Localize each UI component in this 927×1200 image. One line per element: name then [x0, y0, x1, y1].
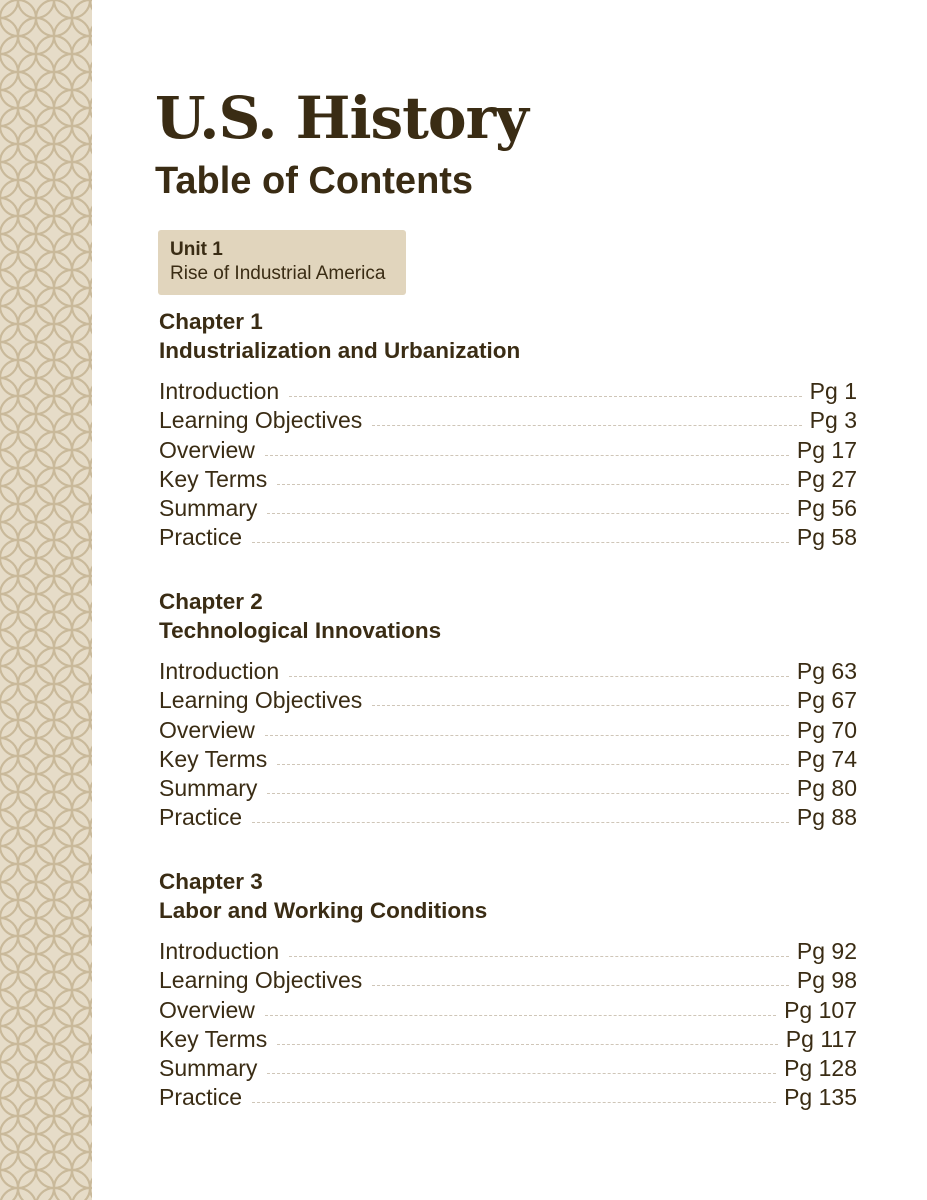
entry-label: Practice: [159, 1084, 243, 1111]
dot-leader: [277, 484, 789, 485]
entry-label: Learning Objectives: [159, 687, 363, 714]
toc-entry-learning-objectives[interactable]: [159, 686, 857, 715]
unit-label: Unit 1: [170, 239, 223, 260]
entry-label: Key Terms: [159, 465, 268, 492]
chapter-title: Technological Innovations: [159, 618, 442, 643]
chapter-section-1: [159, 307, 857, 552]
dot-leader: [267, 793, 788, 794]
entry-page: Pg 98: [796, 967, 857, 994]
dot-leader: [252, 1102, 776, 1103]
toc-entry-key-terms[interactable]: [159, 1025, 857, 1054]
entry-page: Pg 80: [796, 774, 857, 801]
entry-page: Pg 92: [796, 938, 857, 965]
entry-page: Pg 107: [784, 996, 857, 1023]
entry-page: Pg 135: [784, 1084, 857, 1111]
dot-leader: [277, 764, 789, 765]
page-title: U.S. History: [155, 84, 528, 152]
entry-page: Pg 1: [809, 378, 857, 405]
entry-page: Pg 56: [796, 494, 857, 521]
toc-entry-overview[interactable]: [159, 715, 857, 744]
entry-page: Pg 27: [796, 465, 857, 492]
toc-entry-overview[interactable]: [159, 435, 857, 464]
toc-entry-introduction[interactable]: [159, 657, 857, 686]
entry-label: Practice: [159, 524, 243, 551]
decorative-side-pattern: [0, 0, 92, 1200]
entry-page: Pg 17: [796, 436, 857, 463]
dot-leader: [372, 425, 801, 426]
toc-entry-overview[interactable]: [159, 995, 857, 1024]
toc-entry-summary[interactable]: [159, 1054, 857, 1083]
entry-page: Pg 88: [796, 804, 857, 831]
dot-leader: [252, 542, 789, 543]
toc-entry-introduction[interactable]: [159, 937, 857, 966]
dot-leader: [265, 1015, 776, 1016]
chapter-entries: [159, 377, 857, 552]
entry-label: Summary: [159, 494, 258, 521]
toc-entry-introduction[interactable]: [159, 377, 857, 406]
entry-label: Practice: [159, 804, 243, 831]
toc-entry-key-terms[interactable]: [159, 465, 857, 494]
chapter-section-3: [159, 867, 857, 1112]
entry-label: Introduction: [159, 378, 280, 405]
chapter-number: Chapter 1: [159, 309, 263, 334]
entry-label: Summary: [159, 1054, 258, 1081]
entry-label: Key Terms: [159, 745, 268, 772]
chapter-entries: [159, 657, 857, 832]
toc-entry-practice[interactable]: [159, 1083, 857, 1112]
entry-label: Introduction: [159, 658, 280, 685]
dot-leader: [265, 735, 789, 736]
entry-label: Overview: [159, 716, 255, 743]
entry-page: Pg 128: [784, 1054, 857, 1081]
chapter-entries: [159, 937, 857, 1112]
toc-entry-practice[interactable]: [159, 523, 857, 552]
dot-leader: [372, 705, 789, 706]
entry-label: Learning Objectives: [159, 407, 363, 434]
dot-leader: [289, 956, 789, 957]
dot-leader: [289, 676, 789, 677]
toc-entry-learning-objectives[interactable]: [159, 406, 857, 435]
chapter-title: Industrialization and Urbanization: [159, 338, 521, 363]
entry-label: Key Terms: [159, 1025, 268, 1052]
entry-page: Pg 117: [785, 1025, 857, 1052]
toc-entry-key-terms[interactable]: [159, 745, 857, 774]
unit-badge: [158, 230, 406, 295]
toc-entry-summary[interactable]: [159, 774, 857, 803]
toc-entry-practice[interactable]: [159, 803, 857, 832]
chapter-title: Labor and Working Conditions: [159, 898, 488, 923]
dot-leader: [252, 822, 789, 823]
entry-label: Introduction: [159, 938, 280, 965]
entry-label: Overview: [159, 436, 255, 463]
entry-page: Pg 70: [796, 716, 857, 743]
toc-entry-summary[interactable]: [159, 494, 857, 523]
entry-label: Learning Objectives: [159, 967, 363, 994]
unit-name: Rise of Industrial America: [170, 263, 386, 284]
dot-leader: [267, 513, 788, 514]
entry-page: Pg 67: [796, 687, 857, 714]
toc-entry-learning-objectives[interactable]: [159, 966, 857, 995]
chapter-number: Chapter 3: [159, 869, 263, 894]
dot-leader: [265, 455, 789, 456]
entry-page: Pg 74: [796, 745, 857, 772]
entry-page: Pg 63: [796, 658, 857, 685]
chapter-number: Chapter 2: [159, 589, 263, 614]
dot-leader: [267, 1073, 776, 1074]
entry-page: Pg 58: [796, 524, 857, 551]
dot-leader: [372, 985, 789, 986]
entry-label: Summary: [159, 774, 258, 801]
chapter-section-2: [159, 587, 857, 832]
entry-page: Pg 3: [809, 407, 857, 434]
page-subtitle: Table of Contents: [155, 160, 474, 202]
dot-leader: [277, 1044, 778, 1045]
dot-leader: [289, 396, 801, 397]
entry-label: Overview: [159, 996, 255, 1023]
